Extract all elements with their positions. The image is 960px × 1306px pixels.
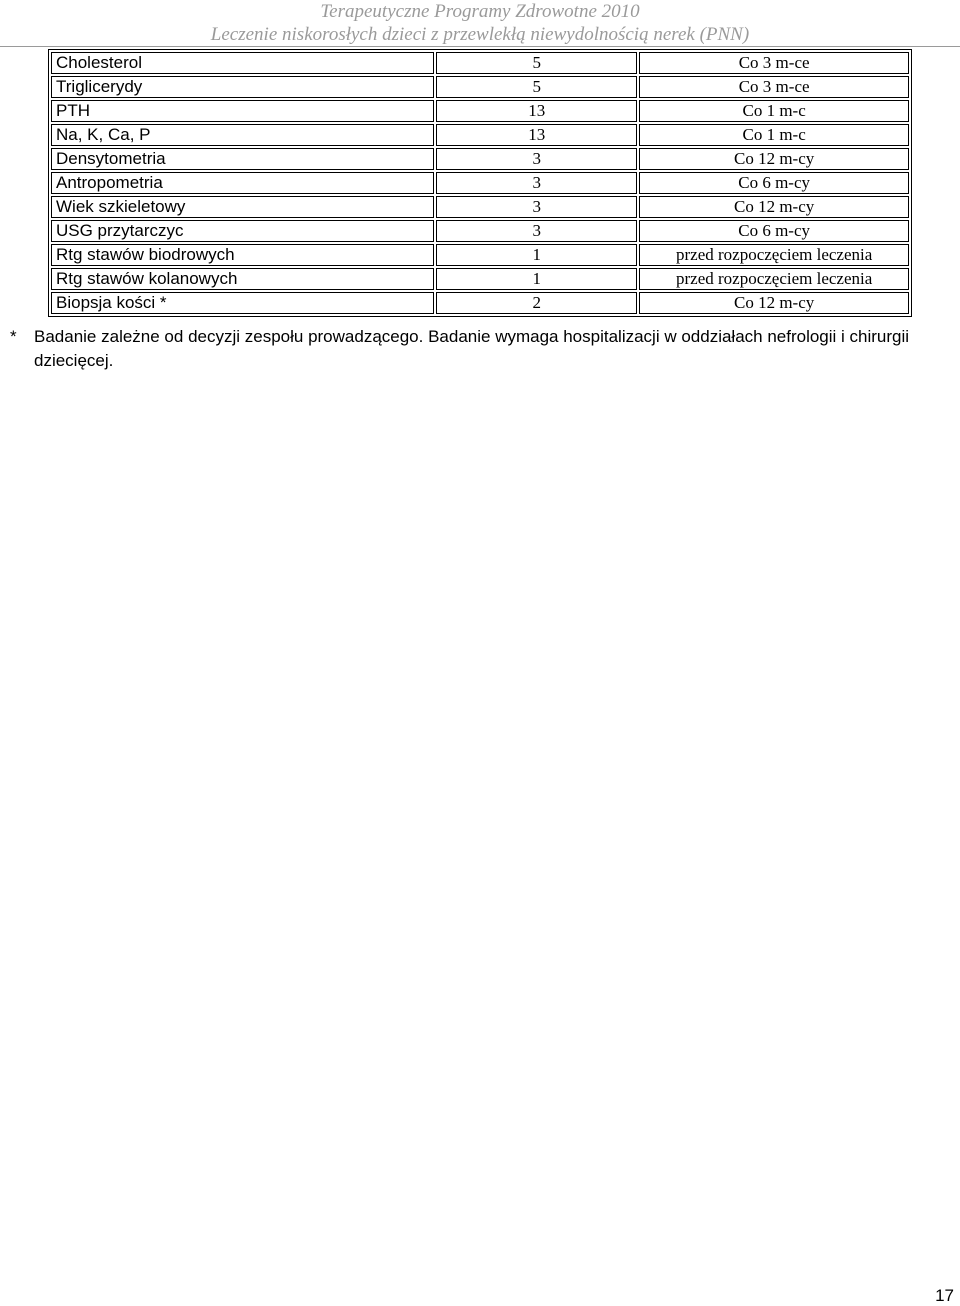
exam-count-cell: 1 [436,244,637,266]
exam-frequency-cell: Co 12 m-cy [639,292,909,314]
exam-count-cell: 3 [436,196,637,218]
exam-frequency-cell: Co 6 m-cy [639,220,909,242]
exam-name-cell: Cholesterol [51,52,434,74]
header-program-subtitle: Leczenie niskorosłych dzieci z przewlekłą niewydolnością nerek (PNN) [210,24,750,45]
exam-count-cell: 3 [436,220,637,242]
table-row [51,268,909,290]
exam-name-cell: PTH [51,100,434,122]
exam-name-cell: Rtg stawów kolanowych [51,268,434,290]
exam-frequency-cell: Co 3 m-ce [639,52,909,74]
exam-name-cell: Triglicerydy [51,76,434,98]
page-number: 17 [935,1286,954,1305]
footnote-text: Badanie zależne od decyzji zespołu prowadzącego. Badanie wymaga hospitalizacji w oddziałach nefrologii i chirurgii dziecięcej. [34,327,910,370]
table-row [51,52,909,74]
exam-name-cell: Rtg stawów biodrowych [51,244,434,266]
exam-frequency-cell: Co 3 m-ce [639,76,909,98]
exam-name-cell: USG przytarczyc [51,220,434,242]
table-row [51,196,909,218]
exam-count-cell: 1 [436,268,637,290]
table-row [51,220,909,242]
exam-frequency-cell: Co 1 m-c [639,124,909,146]
exam-count-cell: 13 [436,100,637,122]
header-program-title: Terapeutyczne Programy Zdrowotne 2010 [320,1,640,22]
exam-count-cell: 5 [436,76,637,98]
table-row [51,292,909,314]
exam-frequency-cell: przed rozpoczęciem leczenia [639,244,909,266]
table-row [51,124,909,146]
footnote [10,325,955,373]
exam-name-cell: Antropometria [51,172,434,194]
exam-name-cell: Wiek szkieletowy [51,196,434,218]
exam-frequency-cell: Co 6 m-cy [639,172,909,194]
exam-frequency-cell: Co 12 m-cy [639,196,909,218]
examinations-table [48,49,912,317]
exam-frequency-cell: Co 1 m-c [639,100,909,122]
exam-count-cell: 3 [436,172,637,194]
exam-count-cell: 2 [436,292,637,314]
exam-frequency-cell: przed rozpoczęciem leczenia [639,268,909,290]
exam-frequency-cell: Co 12 m-cy [639,148,909,170]
exam-name-cell: Biopsja kości * [51,292,434,314]
examinations-table-body [51,52,909,314]
exam-name-cell: Densytometria [51,148,434,170]
exam-count-cell: 5 [436,52,637,74]
exam-count-cell: 13 [436,124,637,146]
exam-count-cell: 3 [436,148,637,170]
footnote-asterisk: * [10,327,17,346]
table-row [51,76,909,98]
exam-name-cell: Na, K, Ca, P [51,124,434,146]
header-divider [0,46,960,47]
table-row [51,100,909,122]
running-header [0,0,960,46]
table-row [51,172,909,194]
table-row [51,244,909,266]
table-row [51,148,909,170]
